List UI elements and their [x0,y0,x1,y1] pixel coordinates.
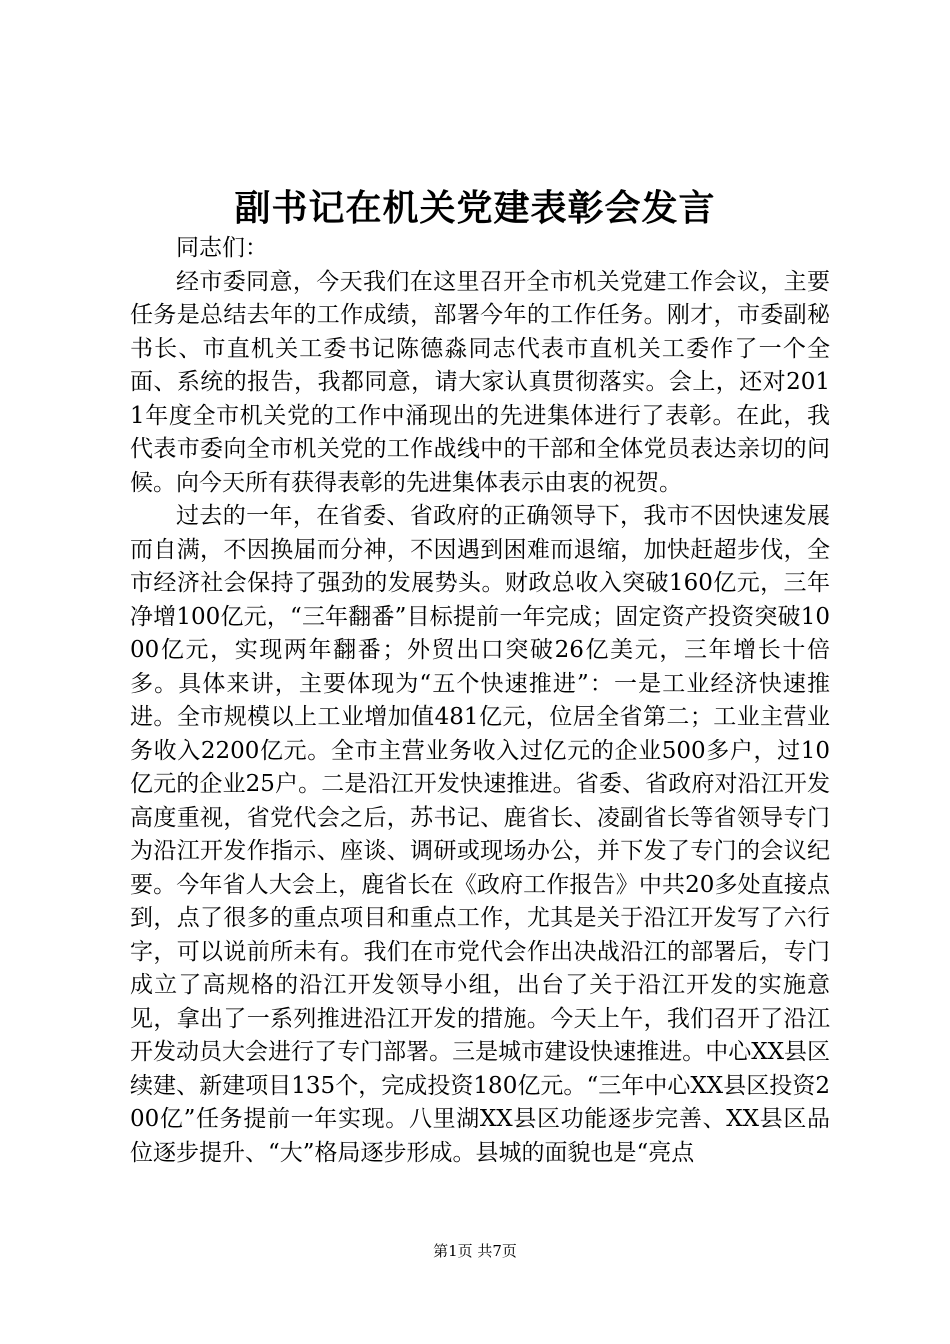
document-title: 副书记在机关党建表彰会发言 [234,187,716,229]
page-indicator: 第1页 共7页 [433,1242,517,1260]
salutation: 同志们： [176,235,268,261]
paragraph: 经市委同意，今天我们在这里召开全市机关党建工作会议，主要任务是总结去年的工作成绩，部署今年的工作任务。刚才，市委副秘书长、市直机关工委书记陈德淼同志代表市直机关工委作了一个全面、系统的报告，我都同意，请大家认真贯彻落实。会上，还对2011年度全市机关党的工作中涌现出的先进集体进行了表彰。在此，我代表市委向全市机关党的工作战线中的干部和全体党员表达亲切的问候。向今天所有获得表彰的先进集体表示由衷的祝贺。 [130,268,830,496]
document-body [130,232,830,1170]
page-footer [0,1241,950,1261]
paragraph: 过去的一年，在省委、省政府的正确领导下，我市不因快速发展而自满，不因换届而分神，不因遇到困难而退缩，加快赶超步伐，全市经济社会保持了强劲的发展势头。财政总收入突破160亿元，三年净增100亿元，“三年翻番”目标提前一年完成；固定资产投资突破1000亿元，实现两年翻番；外贸出口突破26亿美元，三年增长十倍多。具体来讲，主要体现为“五个快速推进”：一是工业经济快速推进。全市规模以上工业增加值481亿元，位居全省第二；工业主营业务收入2200亿元。全市主营业务收入过亿元的企业500多户，过10亿元的企业25户。二是沿江开发快速推进。省委、省政府对沿江开发高度重视，省党代会之后，苏书记、鹿省长、凌副省长等省领导专门为沿江开发作指示、座谈、调研或现场办公，并下发了专门的会议纪要。今年省人大会上，鹿省长在《政府工作报告》中共20多处直接点到，点了很多的重点项目和重点工作，尤其是关于沿江开发写了六行字，可以说前所未有。我们在市党代会作出决战沿江的部署后，专门成立了高规格的沿江开发领导小组，出台了关于沿江开发的实施意见，拿出了一系列推进沿江开发的措施。今天上午，我们召开了沿江开发动员大会进行了专门部署。三是城市建设快速推进。中心XX县区续建、新建项目135个，完成投资180亿元。“三年中心XX县区投资200亿”任务提前一年实现。八里湖XX县区功能逐步完善、XX县区品位逐步提升、“大”格局逐步形成。县城的面貌也是“亮点 [130,503,830,1166]
